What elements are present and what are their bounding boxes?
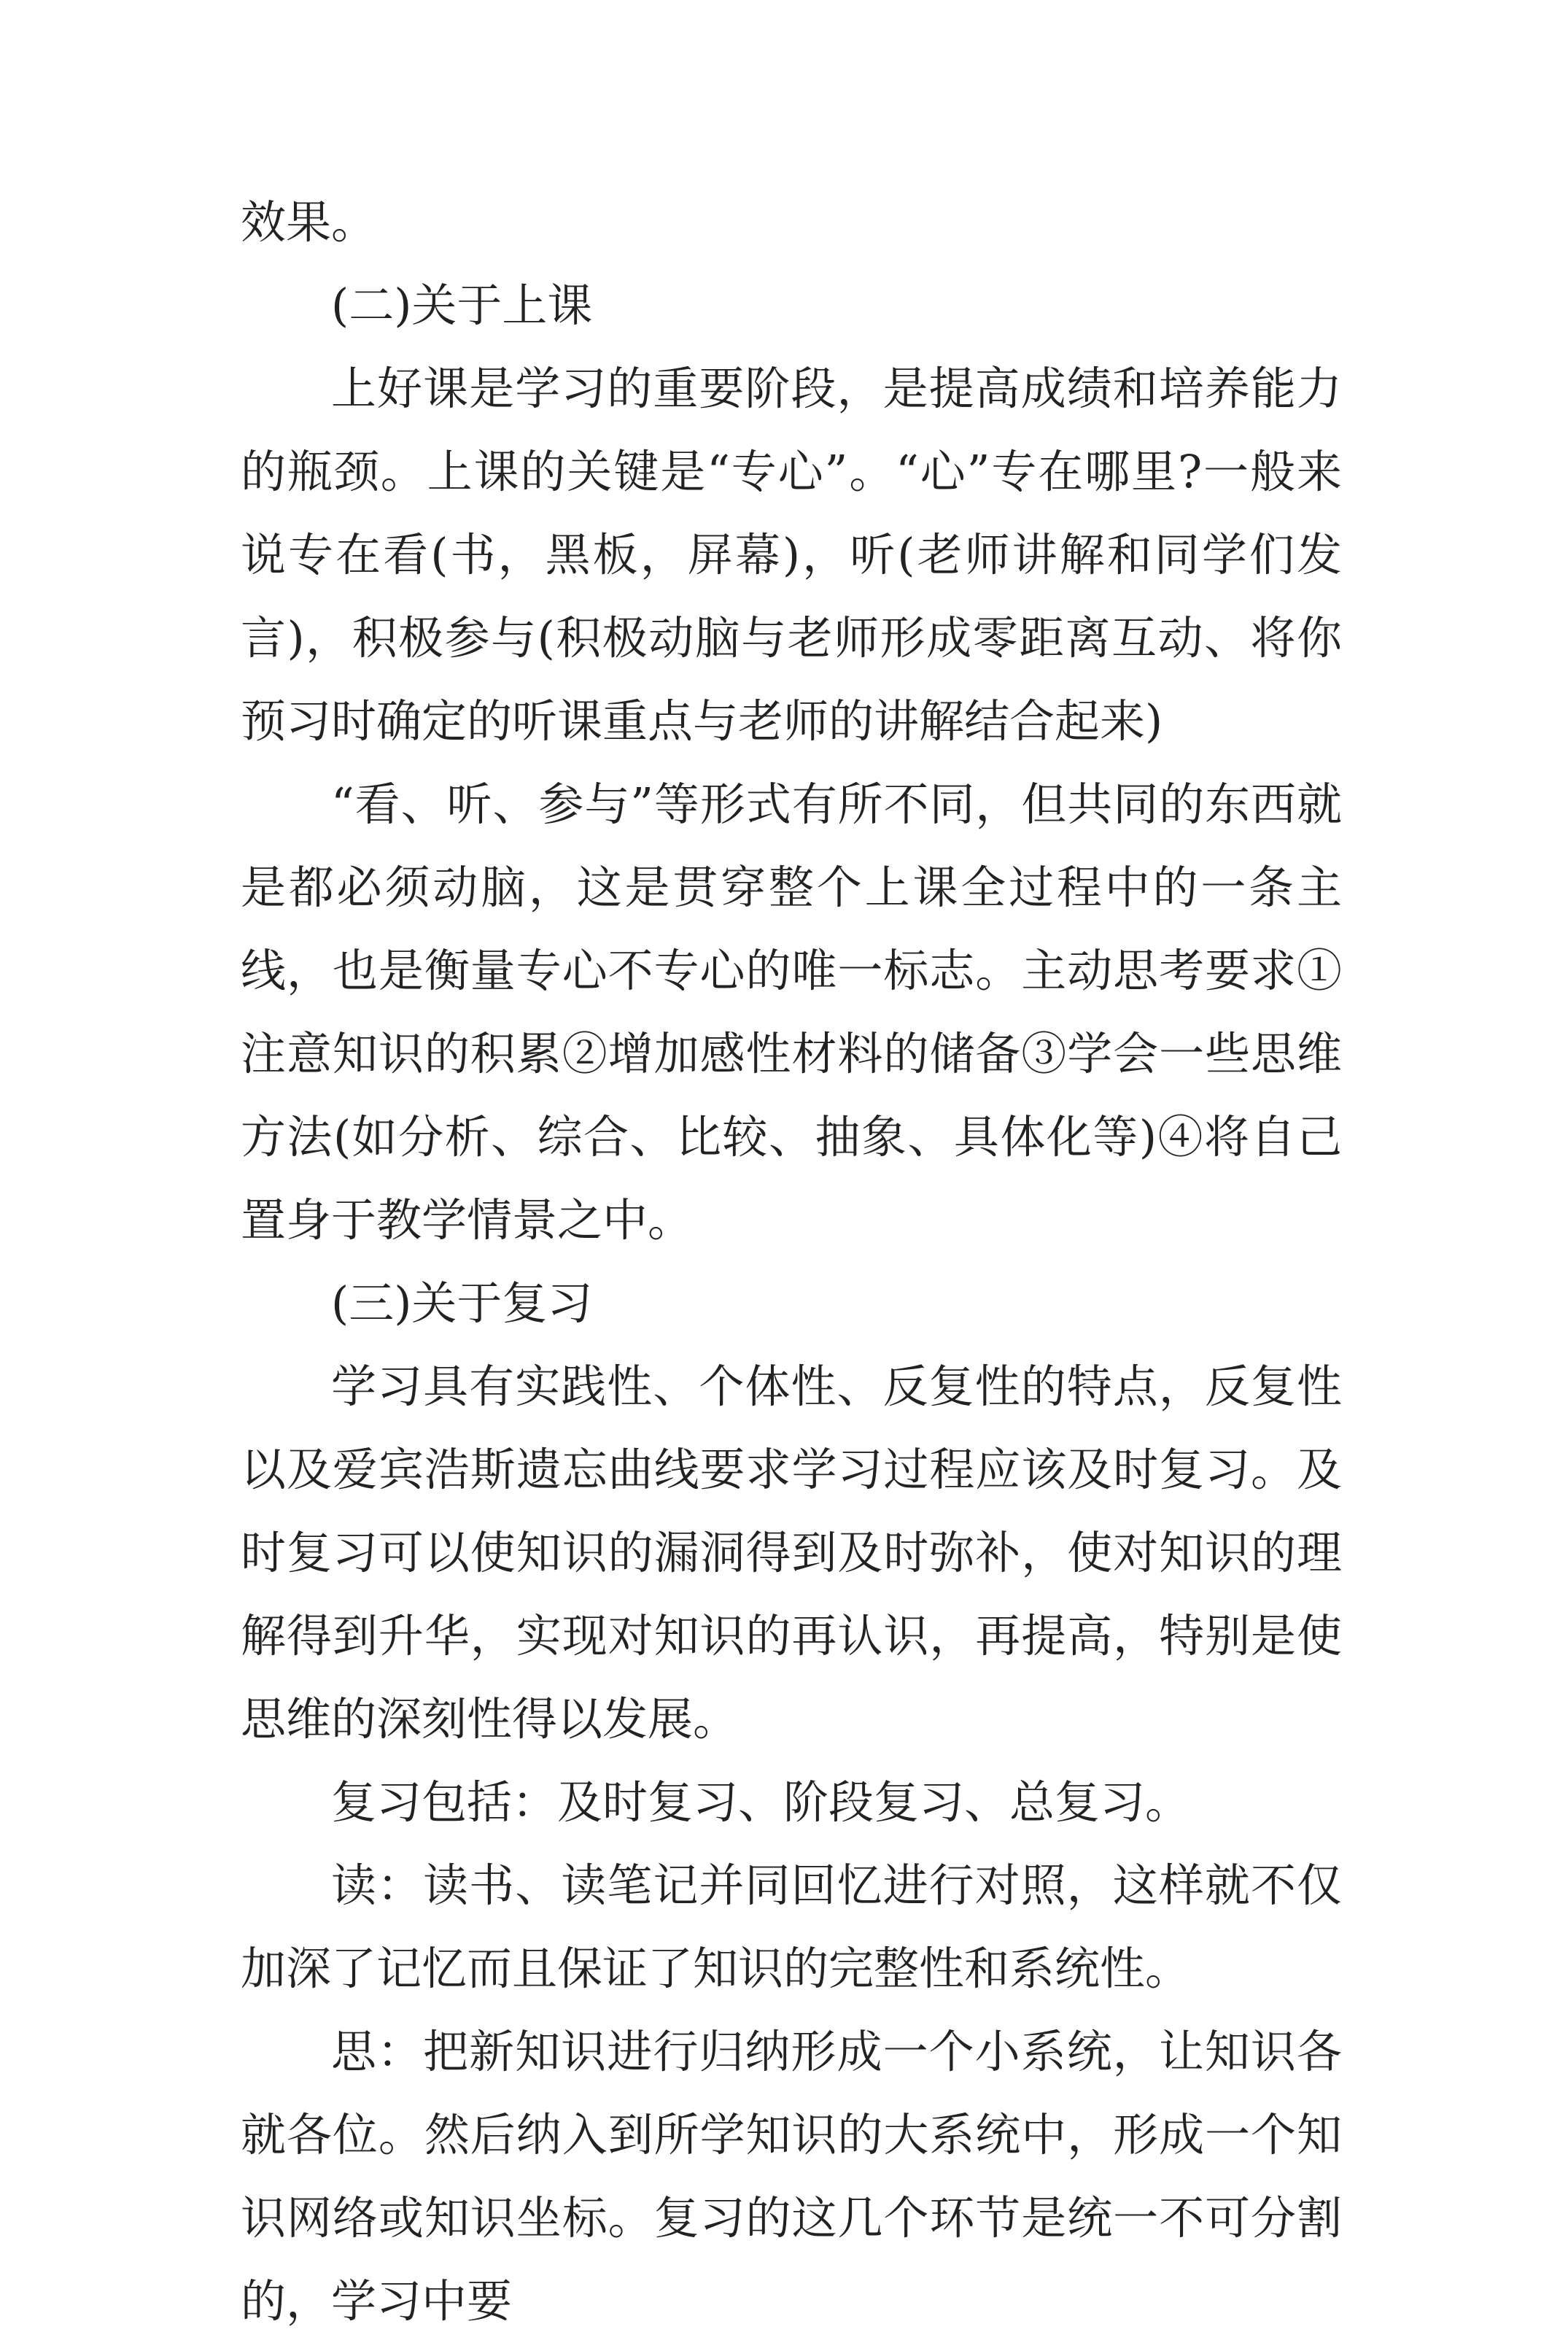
document-body bbox=[241, 181, 1342, 2343]
section-heading-class: (二)关于上课 bbox=[331, 279, 593, 332]
paragraph-class-focus: 上好课是学习的重要阶段，是提高成绩和培养能力的瓶颈。上课的关键是“专心”。“心”专在哪里?一般来说专在看(书，黑板，屏幕)，听(老师讲解和同学们发言)，积极参与(积极动脑与老师形成零距离互动、将你预习时确定的听课重点与老师的讲解结合起来) bbox=[241, 362, 1342, 748]
section-heading-review: (三)关于复习 bbox=[331, 1277, 593, 1330]
paragraph-review-read: 读：读书、读笔记并同回忆进行对照，这样就不仅加深了记忆而且保证了知识的完整性和系统性。 bbox=[241, 1859, 1342, 1995]
paragraph-review-timely: 学习具有实践性、个体性、反复性的特点，反复性以及爱宾浩斯遗忘曲线要求学习过程应该及时复习。及时复习可以使知识的漏洞得到及时弥补，使对知识的理解得到升华，实现对知识的再认识，再提高，特别是使思维的深刻性得以发展。 bbox=[241, 1360, 1342, 1746]
paragraph-continuation: 效果。 bbox=[241, 195, 377, 249]
paragraph-review-types: 复习包括：及时复习、阶段复习、总复习。 bbox=[331, 1775, 1191, 1829]
paragraph-review-think: 思：把新知识进行归纳形成一个小系统，让知识各就各位。然后纳入到所学知识的大系统中，形成一个知识网络或知识坐标。复习的这几个环节是统一不可分割的，学习中要 bbox=[241, 2025, 1342, 2328]
paragraph-active-thinking: “看、听、参与”等形式有所不同，但共同的东西就是都必须动脑，这是贯穿整个上课全过程中的一条主线，也是衡量专心不专心的唯一标志。主动思考要求①注意知识的积累②增加感性材料的储备③学会一些思维方法(如分析、综合、比较、抽象、具体化等)④将自己置身于教学情景之中。 bbox=[241, 778, 1342, 1247]
